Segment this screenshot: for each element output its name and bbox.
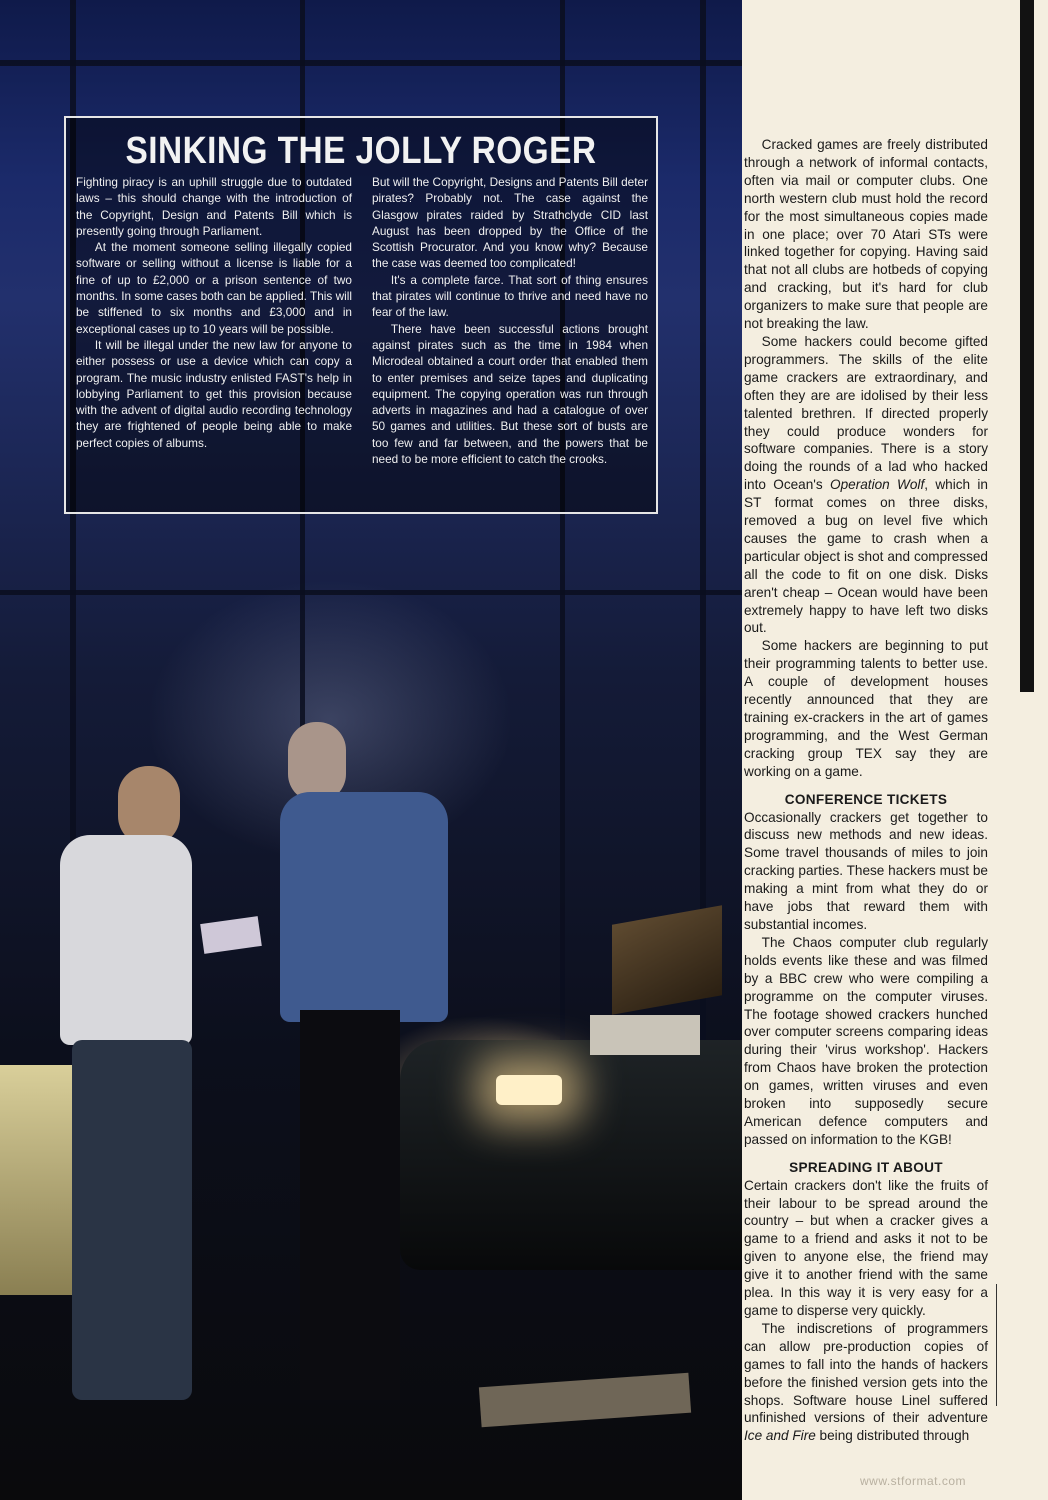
page-edge-bar	[1020, 0, 1034, 692]
article-paragraph	[744, 1320, 988, 1445]
article-column	[744, 136, 988, 1445]
article-paragraph: Cracked games are freely distributed through a network of informal contacts, often via mail or computer clubs. One north western club must hold the record for the most simultaneous copies made in one place; over 70 Atari STs were linked together for copying. Having said that not all clubs are hotbeds of copying and cracking, but it's hard for club organizers to make sure that people are not breaking the law.	[744, 137, 988, 332]
paper-on-ground	[479, 1373, 691, 1428]
box-paragraph: At the moment someone selling illegally copied software or selling without a license is liable for a fine of up to £2,000 or a prison sentence of two months. In some cases both can be applied. This will be stiffened to six months and £3,000 and in exceptional cases up to 10 years will be possible.	[76, 240, 352, 336]
box-column-1	[76, 174, 352, 451]
man-left-shirt	[60, 835, 192, 1045]
text-run: , which in ST format comes on three disks, removed a bug on level five which causes the game to crash when a particular object is shot and compressed all the code to fit on one disk. Disks aren't cheap – Ocean would have been extremely happy to have left two disks out.	[744, 477, 988, 636]
sidebar-box	[64, 116, 658, 514]
scaffold-beam	[0, 60, 742, 66]
text-run: Some hackers could become gifted programmers. The skills of the elite game crackers are extraordinary, and often they are are idolised by their less talented brethren. If directed properly they could produce wonders for software companies. There is a story doing the rounds of a lad who hacked into Ocean's	[744, 333, 988, 493]
man-right-shirt	[280, 792, 448, 1022]
boot-contents	[590, 1015, 700, 1055]
box-paragraph: There have been successful actions brought against pirates such as the time in 1984 when Microdeal obtained a court order that enabled them to enter premises and seize tapes and duplicating equipment. The copying operation was run through adverts in magazines and had a catalogue of over 50 games and utilities. But these sort of busts are too few and far between, and the powers that be need to be more efficient to catch the crooks.	[372, 321, 648, 467]
car-right	[400, 1040, 742, 1270]
column-rule	[996, 1284, 997, 1406]
man-left-head	[118, 766, 180, 846]
car-headlight	[496, 1075, 562, 1105]
box-paragraph: But will the Copyright, Designs and Patents Bill deter pirates? Probably not. The case against the Glasgow pirates raided by Strathclyde CID last August has been dropped by the Office of the Scottish Procurator. And you know why? Because the case was deemed too complicated!	[372, 175, 648, 271]
article-paragraph: Occasionally crackers get together to discuss new methods and new ideas. Some travel thousands of miles to join cracking parties. These hackers must be making a mint from what they do or have jobs that reward them with substantial incomes.	[744, 809, 988, 932]
man-right-head	[288, 722, 346, 802]
article-paragraph: The Chaos computer club regularly holds events like these and was filmed by a BBC crew who were compiling a programme on the computer viruses. The footage showed crackers hunched over computer screens comparing ideas during their 'virus workshop'. Hackers from Chaos have broken the protection on games, written viruses and even broken into supposedly secure American defence computers and passed on information to the KGB!	[744, 934, 988, 1147]
game-title: Ice and Fire	[744, 1428, 816, 1444]
scaffold-beam	[0, 590, 742, 595]
subheading: SPREADING IT ABOUT	[789, 1159, 943, 1175]
article-paragraph: Certain crackers don't like the fruits of their labour to be spread around the country – but when a cracker gives a game to a friend and asks it not to be given to anyone else, the friend may give it to another friend with the same plea. In this way it is very easy for a game to disperse very quickly.	[744, 1177, 988, 1318]
article-paragraph: Some hackers are beginning to put their programming talents to better use. A couple of development houses recently announced that they are training ex-crackers in the art of games programming, and the West German cracking group TEX say they are working on a game.	[744, 638, 988, 779]
headline: SINKING THE JOLLY ROGER	[125, 130, 597, 172]
man-right-trousers	[300, 1010, 400, 1400]
man-left-jeans	[72, 1040, 192, 1400]
text-run: The indiscretions of programmers can allow pre-production copies of games to fall into the hands of hackers before the finished version gets into the shops. Software house Linel suffered unfinished versions of their adventure	[744, 1320, 988, 1426]
text-run: being distributed through	[815, 1428, 970, 1444]
subheading: CONFERENCE TICKETS	[784, 791, 948, 807]
game-title: Operation Wolf	[830, 477, 925, 493]
box-paragraph: It's a complete farce. That sort of thing ensures that pirates will continue to thrive and need have no fear of the law.	[372, 272, 648, 320]
article-paragraph	[744, 333, 988, 637]
source-credit: www.stformat.com	[860, 1474, 967, 1488]
box-column-2	[372, 174, 648, 467]
box-paragraph: Fighting piracy is an uphill struggle due to outdated laws – this should change with the introduction of the Copyright, Design and Patents Bill which is presently going through Parliament.	[76, 175, 352, 238]
box-paragraph: It will be illegal under the new law for anyone to either possess or use a device which can copy a program. The music industry enlisted FAST's help in lobbying Parliament to get this provision because with the advent of digital audio recording technology they are frightened of people being able to make perfect copies of albums.	[76, 337, 352, 450]
banknote	[200, 916, 262, 954]
